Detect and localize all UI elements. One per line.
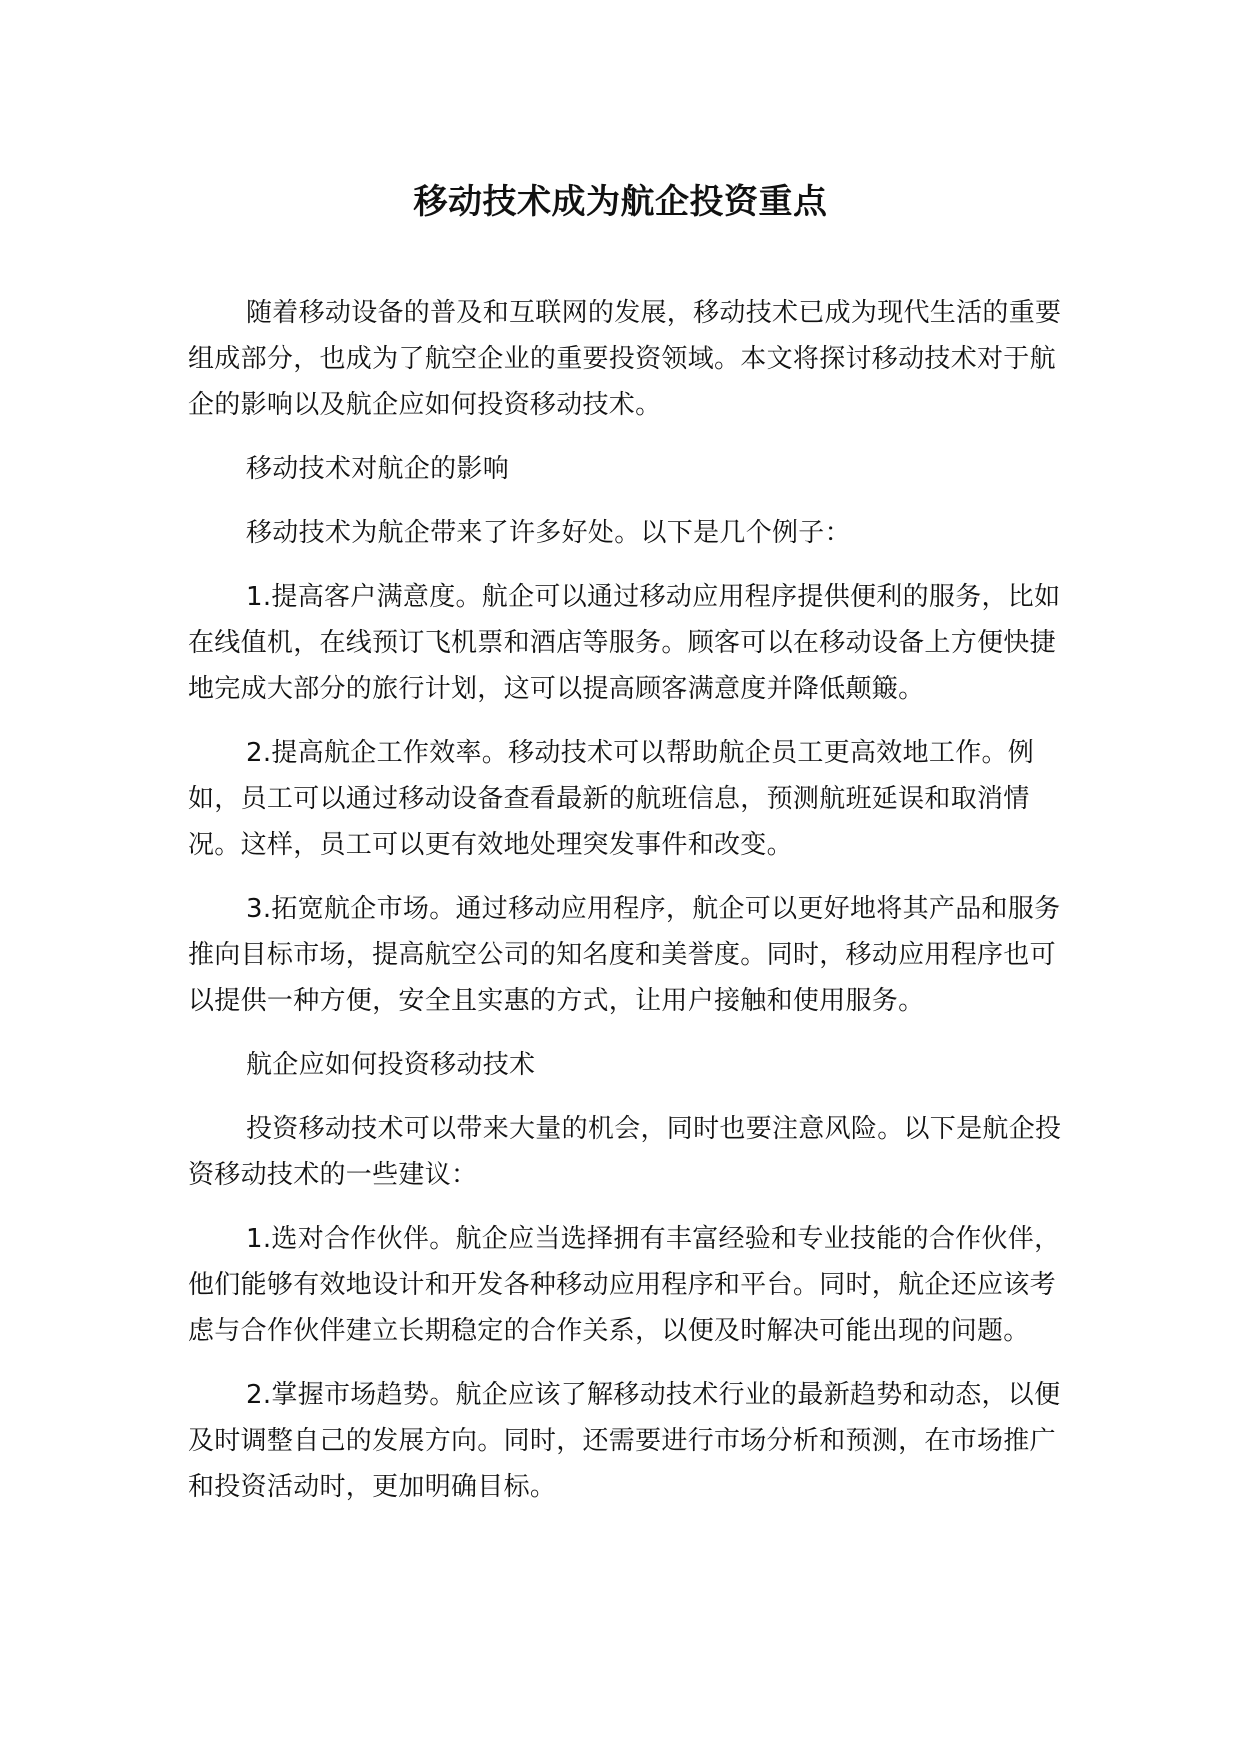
investment-point-2: 2.掌握市场趋势。航企应该了解移动技术行业的最新趋势和动态，以便及时调整自己的发展方向。同时，还需要进行市场分析和预测，在市场推广和投资活动时，更加明确目标。 <box>188 1380 1061 1502</box>
document-title: 移动技术成为航企投资重点 <box>413 182 828 222</box>
impact-lead-paragraph: 移动技术为航企带来了许多好处。以下是几个例子： <box>246 518 851 548</box>
impact-point-2: 2.提高航企工作效率。移动技术可以帮助航企员工更高效地工作。例如，员工可以通过移动设备查看最新的航班信息，预测航班延误和取消情况。这样，员工可以更有效地处理突发事件和改变。 <box>188 738 1035 860</box>
investment-point-1: 1.选对合作伙伴。航企应当选择拥有丰富经验和专业技能的合作伙伴，他们能够有效地设计和开发各种移动应用程序和平台。同时，航企还应该考虑与合作伙伴建立长期稳定的合作关系，以便及时解决可能出现的问题。 <box>188 1224 1061 1346</box>
section-heading-impact: 移动技术对航企的影响 <box>246 454 510 484</box>
impact-point-1: 1.提高客户满意度。航企可以通过移动应用程序提供便利的服务，比如在线值机，在线预订飞机票和酒店等服务。顾客可以在移动设备上方便快捷地完成大部分的旅行计划，这可以提高顾客满意度并降低颠簸。 <box>188 582 1061 704</box>
investment-lead-paragraph: 投资移动技术可以带来大量的机会，同时也要注意风险。以下是航企投资移动技术的一些建议： <box>188 1114 1062 1190</box>
document-body <box>188 290 1068 1528</box>
intro-paragraph: 随着移动设备的普及和互联网的发展，移动技术已成为现代生活的重要组成部分，也成为了航空企业的重要投资领域。本文将探讨移动技术对于航企的影响以及航企应如何投资移动技术。 <box>188 298 1062 420</box>
impact-point-3: 3.拓宽航企市场。通过移动应用程序，航企可以更好地将其产品和服务推向目标市场，提高航空公司的知名度和美誉度。同时，移动应用程序也可以提供一种方便，安全且实惠的方式，让用户接触和使用服务。 <box>188 894 1061 1016</box>
section-heading-investment: 航企应如何投资移动技术 <box>246 1050 536 1080</box>
